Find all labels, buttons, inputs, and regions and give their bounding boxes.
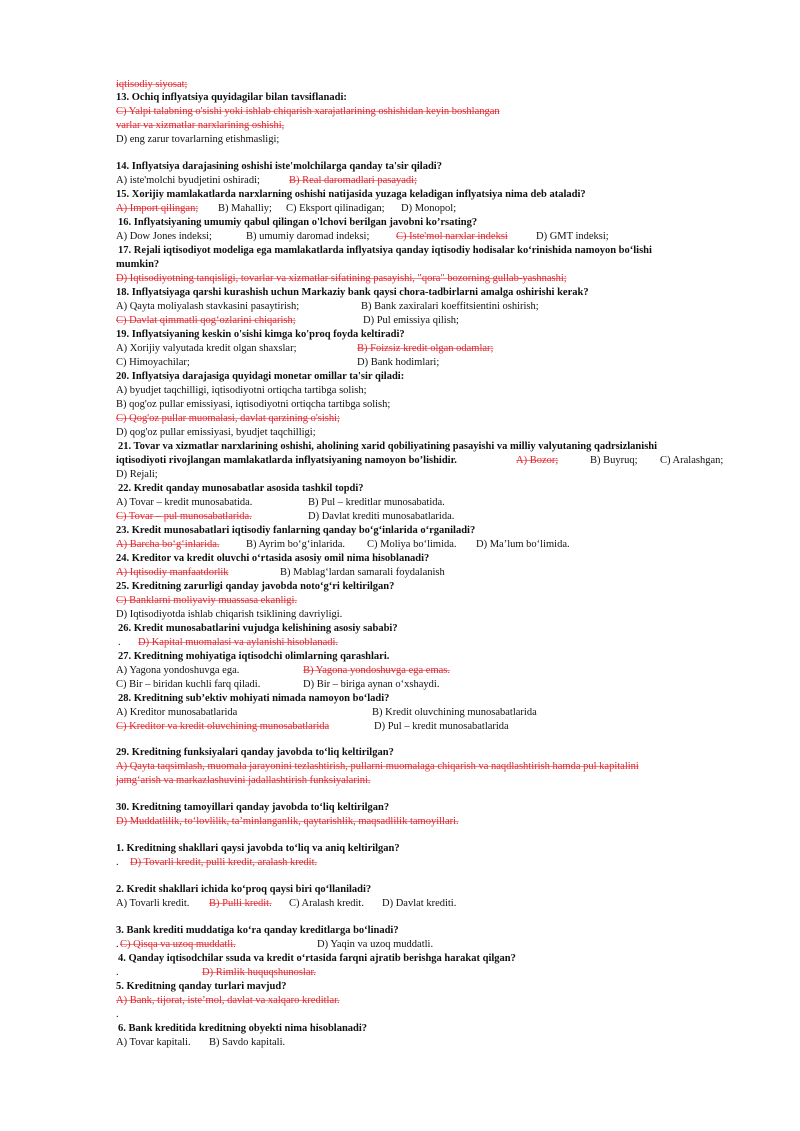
answer-option: C) Bir – biridan kuchli farq qiladi. <box>116 679 261 690</box>
answer-option: B) Buyruq; <box>590 455 638 466</box>
answer-option: A) Tovar – kredit munosabatida. <box>116 497 253 508</box>
question-heading: iqtisodiyoti rivojlangan mamlakatlarda inflyatsiyaning namoyon bo’lishidir. <box>116 455 457 466</box>
answer-line: A) Bank, tijorat, iste’mol, davlat va xalqaro kreditlar. <box>116 995 340 1006</box>
answer-option-selected: B) Yagona yondoshuvga ega emas. <box>303 665 450 676</box>
answer-option: A) Kreditor munosabatlarida <box>116 707 238 718</box>
text-line: . <box>116 1009 119 1020</box>
answer-option-selected: C) Qisqa va uzoq muddatli. <box>120 939 236 950</box>
question-heading: 2. Kredit shakllari ichida ko‘proq qaysi biri qo‘llaniladi? <box>116 884 372 895</box>
answer-line: A) byudjet taqchilligi, iqtisodiyotni ortiqcha tartibga solish; <box>116 385 367 396</box>
answer-option: D) Pul – kredit munosabatlarida <box>374 721 509 732</box>
answer-line: D) Iqtisodiyotda ishlab chiqarish tsiklining davriyligi. <box>116 609 343 620</box>
answer-line: D) Rimlik huquqshunoslar. <box>202 967 317 978</box>
answer-option-selected: A) Import qilingan; <box>116 203 199 214</box>
answer-line: A) Qayta taqsimlash, muomala jarayonini tezlashtirish, pullarni muomalaga chiqarish va naqdlashtirish hamda pul kapitalini <box>116 761 639 772</box>
question-heading: 13. Ochiq inflyatsiya quyidagilar bilan tavsiflanadi: <box>116 92 347 103</box>
answer-option-selected: B) Pulli kredit. <box>209 898 272 909</box>
answer-option: B) umumiy daromad indeksi; <box>246 231 370 242</box>
question-heading: 3. Bank krediti muddatiga ko‘ra qanday kreditlarga bo‘linadi? <box>116 925 399 936</box>
answer-option: A) Xorijiy valyutada kredit olgan shaxslar; <box>116 343 297 354</box>
answer-option-selected: B) Foizsiz kredit olgan odamlar; <box>357 343 494 354</box>
question-heading: 16. Inflyatsiyaning umumiy qabul qilingan o'lchovi berilgan javobni ko’rsating? <box>118 217 478 228</box>
answer-option: D) Yaqin va uzoq muddatli. <box>317 939 434 950</box>
answer-option: B) Ayrim bo‘g‘inlarida. <box>246 539 346 550</box>
answer-option-selected: B) Real daromadlari pasayadi; <box>289 175 417 186</box>
answer-option: C) Aralash kredit. <box>289 898 364 909</box>
answer-option: D) GMT indeksi; <box>536 231 609 242</box>
answer-line: D) Tovarli kredit, pulli kredit, aralash kredit. <box>130 857 318 868</box>
text-line: . <box>116 857 119 868</box>
question-heading: 22. Kredit qanday munosabatlar asosida tashkil topdi? <box>118 483 364 494</box>
answer-option: A) Qayta moliyalash stavkasini pasaytirish; <box>116 301 300 312</box>
answer-option: C) Aralashgan; <box>660 455 724 466</box>
answer-option: B) Pul – kreditlar munosabatida. <box>308 497 445 508</box>
answer-line: C) Yalpi talabning o'sishi yoki ishlab chiqarish xarajatlarining oshishidan keyin boshlangan <box>116 106 500 117</box>
question-heading: 20. Inflyatsiya darajasiga quyidagi monetar omillar ta'sir qiladi: <box>116 371 405 382</box>
answer-option-selected: C) Tovar – pul munosabatlarida. <box>116 511 252 522</box>
answer-option: D) Davlat krediti. <box>382 898 457 909</box>
answer-line: D) Muddatlilik, to‘lovlilik, ta’minlanganlik, qaytarishlik, maqsadlilik tamoyillari. <box>116 816 459 827</box>
answer-option: B) Savdo kapitali. <box>209 1037 286 1048</box>
question-heading: 4. Qanday iqtisodchilar ssuda va kredit o‘rtasida farqni ajratib berishga harakat qilgan? <box>118 953 516 964</box>
question-heading: 17. Rejali iqtisodiyot modeliga ega mamlakatlarda inflyatsiya qanday iqtisodiy hodisalar ko‘rinishida namoyon bo‘lishi <box>118 245 652 256</box>
answer-option: D) Ma’lum bo‘limida. <box>476 539 570 550</box>
answer-option: A) iste'molchi byudjetini oshiradi; <box>116 175 260 186</box>
question-heading: 23. Kredit munosabatlari iqtisodiy fanlarning qanday bo‘g‘inlarida o‘rganiladi? <box>116 525 476 536</box>
answer-line: varlar va xizmatlar narxlarining oshishi, <box>116 120 285 131</box>
answer-line: jamg‘arish va markazlashuvini jadallashtirish funksiyalarini. <box>116 775 371 786</box>
answer-option: D) Davlat krediti munosabatlarida. <box>308 511 455 522</box>
question-heading: 29. Kreditning funksiyalari qanday javobda to‘liq keltirilgan? <box>116 747 394 758</box>
answer-option-selected: A) Barcha bo‘g‘inlarida. <box>116 539 220 550</box>
answer-line: D) qog'oz pullar emissiyasi, byudjet taqchilligi; <box>116 427 316 438</box>
answer-option: C) Eksport qilinadigan; <box>286 203 385 214</box>
answer-option: B) Mablag‘lardan samarali foydalanish <box>280 567 445 578</box>
question-heading: 15. Xorijiy mamlakatlarda narxlarning oshishi natijasida yuzaga keladigan inflyatsiya nima deb ataladi? <box>116 189 586 200</box>
answer-option: B) Bank zaxiralari koeffitsientini oshirish; <box>361 301 539 312</box>
answer-line: C) Banklarni moliyaviy muassasa ekanligi. <box>116 595 298 606</box>
text-line: iqtisodiy siyosat; <box>116 79 188 90</box>
question-heading: 27. Kreditning mohiyatiga iqtisodchi olimlarning qarashlari. <box>118 651 390 662</box>
question-heading: 30. Kreditning tamoyillari qanday javobda to‘liq keltirilgan? <box>116 802 390 813</box>
question-heading: 5. Kreditning qanday turlari mavjud? <box>116 981 287 992</box>
answer-option: B) Mahalliy; <box>218 203 272 214</box>
question-heading: 6. Bank kreditida kreditning obyekti nima hisoblanadi? <box>118 1023 368 1034</box>
answer-option-selected: C) Iste'mol narxlar indeksi <box>396 231 508 242</box>
answer-option: A) Tovarli kredit. <box>116 898 190 909</box>
question-heading: 24. Kreditor va kredit oluvchi o‘rtasida asosiy omil nima hisoblanadi? <box>116 553 430 564</box>
answer-option: A) Yagona yondoshuvga ega. <box>116 665 240 676</box>
question-heading: 26. Kredit munosabatlarini vujudga kelishining asosiy sababi? <box>118 623 398 634</box>
question-heading: 28. Kreditning sub’ektiv mohiyati nimada namoyon bo‘ladi? <box>118 693 390 704</box>
answer-option: D) Pul emissiya qilish; <box>363 315 459 326</box>
answer-option-selected: A) Iqtisodiy manfaatdorlik <box>116 567 229 578</box>
answer-option: D) Monopol; <box>401 203 457 214</box>
answer-option: D) Bir – biriga aynan o‘xshaydi. <box>303 679 440 690</box>
question-heading: mumkin? <box>116 259 160 270</box>
question-heading: 25. Kreditning zarurligi qanday javobda noto‘g‘ri keltirilgan? <box>116 581 395 592</box>
answer-option-selected: C) Davlat qimmatli qog‘ozlarini chiqarish; <box>116 315 296 326</box>
answer-line: D) Kapital muomalasi va aylanishi hisoblanadi. <box>138 637 339 648</box>
answer-option-selected: C) Kreditor va kredit oluvchining munosabatlarida <box>116 721 330 732</box>
answer-option: D) Bank hodimlari; <box>357 357 440 368</box>
answer-line: D) eng zarur tovarlarning etishmasligi; <box>116 134 280 145</box>
answer-option: C) Himoyachilar; <box>116 357 190 368</box>
question-heading: 1. Kreditning shakllari qaysi javobda to‘liq va aniq keltirilgan? <box>116 843 400 854</box>
question-heading: 19. Inflyatsiyaning keskin o'sishi kimga ko'proq foyda keltiradi? <box>116 329 405 340</box>
answer-option: A) Dow Jones indeksi; <box>116 231 212 242</box>
text-line: . <box>116 939 119 950</box>
question-heading: 14. Inflyatsiya darajasining oshishi iste'molchilarga qanday ta'sir qiladi? <box>116 161 442 172</box>
answer-option-selected: A) Bozor; <box>516 455 559 466</box>
question-heading: 21. Tovar va xizmatlar narxlarining oshishi, aholining xarid qobiliyatining pasayishi va milliy valyutaning qadrsizlanishi <box>118 441 658 452</box>
text-line: . <box>118 637 121 648</box>
text-line: . <box>116 967 119 978</box>
answer-option: A) Tovar kapitali. <box>116 1037 191 1048</box>
answer-option: D) Rejali; <box>116 469 158 480</box>
answer-line: C) Qog'oz pullar muomalasi, davlat qarzining o'sishi; <box>116 413 340 424</box>
answer-line: D) Iqtisodiyotning tanqisligi, tovarlar va xizmatlar sifatining pasayishi, "qora" bozorning gullab-yashnashi; <box>116 273 567 284</box>
answer-option: B) Kredit oluvchining munosabatlarida <box>372 707 537 718</box>
question-heading: 18. Inflyatsiyaga qarshi kurashish uchun Markaziy bank qaysi chora-tadbirlarni amalga oshirishi kerak? <box>116 287 589 298</box>
answer-option: C) Moliya bo‘limida. <box>367 539 457 550</box>
answer-line: B) qog'oz pullar emissiyasi, iqtisodiyotni ortiqcha tartibga solish; <box>116 399 391 410</box>
